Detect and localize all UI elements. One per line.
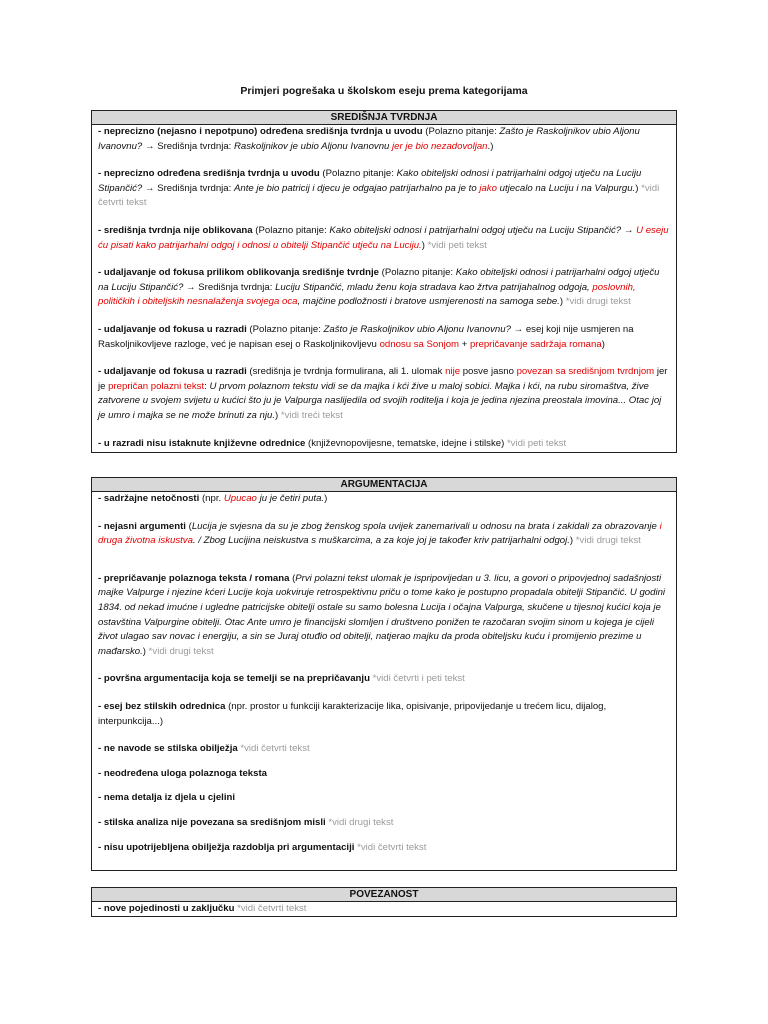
error-entry (98, 816, 670, 831)
reference-note: *vidi drugi tekst (148, 645, 214, 657)
section-sredisnja-tvrdnja (91, 110, 677, 453)
entry-text: (npr. (199, 493, 224, 504)
error-category: - nema detalja iz djela u cjelini (98, 792, 236, 804)
example-text: Luciju Stipančić, mladu ženu koja stradava kao žrtva patrijahalnog odgoja, (275, 281, 593, 293)
entry-text: ) (635, 182, 642, 194)
entry-text: → Središnja tvrdnja: (142, 182, 234, 194)
error-entry (98, 672, 670, 687)
entry-text: (Polazno pitanje: (246, 323, 324, 335)
example-text: Kako obiteljski odnosi i patrijarhalni odgoj utječu na Luciju Stipančić? (98, 168, 642, 194)
highlighted-error: Upucao (223, 493, 257, 504)
error-entry (98, 700, 670, 729)
entry-text: ( (185, 520, 192, 532)
example-text: U prvom polaznom tekstu vidi se da majka i kći žive u maloj sobici. Majka i kći, na rubu siromaštva, žive zatvorene u svojem svijetu u kućici što ju je Valpurga naslijedila od svojih roditelja i koja je jedina njezina preostala imovina... Otac joj je umro i majka se ne može brinuti za nju. (98, 380, 662, 421)
highlighted-error: poslovnih, političkih i obiteljskih nesnalaženja svojega oca (98, 281, 636, 308)
entry-text: (središnja je tvrdnja formulirana, ali 1. ulomak (246, 366, 446, 378)
example-text: utjecalo na Luciju i na Valpurgu. (496, 182, 636, 194)
highlighted-error: odnosu sa Sonjom (379, 338, 460, 350)
entry-text: ) (569, 535, 576, 547)
highlighted-error: nije (445, 366, 461, 378)
error-category: - udaljavanje od fokusa u razradi (98, 366, 247, 378)
entry-text: (Polazno pitanje: (422, 126, 500, 137)
error-entry (98, 791, 670, 806)
entry-text: posve jasno (460, 366, 517, 378)
section-header: POVEZANOST (92, 888, 676, 902)
example-text: Ante je bio patricij i djecu je odgajao patrijarhalno pa je to (233, 182, 480, 194)
error-entry (98, 742, 670, 757)
example-text: Zašto je Raskoljnikov ubio Aljonu Ivanovnu? (323, 323, 511, 335)
highlighted-error: povezan sa središnjom tvrdnjom (516, 366, 655, 378)
reference-note: *vidi peti tekst (506, 437, 567, 449)
error-entry (98, 125, 670, 154)
highlighted-error: prepričavanje sadržaja romana (469, 338, 602, 350)
reference-note: *vidi drugi tekst (575, 535, 641, 547)
entry-text: .) (487, 140, 494, 152)
entry-text: ) (275, 409, 281, 421)
error-category: - prepričavanje polaznoga teksta / romana (98, 572, 290, 584)
error-category: - središnja tvrdnja nije oblikovana (98, 224, 253, 236)
example-text: , majčine podložnosti i bratove usmjerenosti na samoga sebe. (297, 296, 560, 308)
highlighted-error: U eseju ću pisati kako patrijarhalni odgoj i odnosi u obitelji Stipančić utječu na Luciju. (98, 224, 669, 251)
error-category: - stilska analiza nije povezana sa središnjom misli (98, 816, 326, 828)
error-entry (98, 841, 670, 856)
reference-note: *vidi peti tekst (427, 239, 487, 251)
entry-text: → (621, 224, 637, 236)
reference-note: *vidi četvrti i peti tekst (372, 673, 465, 685)
section-argumentacija (91, 477, 677, 871)
section-povezanost (91, 887, 677, 917)
reference-note: *vidi četvrti tekst (237, 903, 307, 914)
entry-text: (Polazno pitanje: (319, 168, 397, 180)
error-category: - udaljavanje od fokusa u razradi (98, 323, 247, 335)
section-header: ARGUMENTACIJA (92, 478, 676, 492)
example-text: Lucija je svjesna da su je zbog ženskog spola uvijek zanemarivali u odnosu na brata i zakidali za obrazovanje (191, 520, 660, 532)
error-entry (98, 767, 670, 782)
example-text: Zašto je Raskoljnikov ubio Aljonu Ivanovnu? (98, 126, 640, 152)
section-header: SREDIŠNJA TVRDNJA (92, 111, 676, 125)
error-entry (98, 902, 670, 917)
reference-note: *vidi četvrti tekst (357, 841, 427, 853)
reference-note: *vidi drugi tekst (328, 816, 394, 828)
entry-text: ) (142, 645, 149, 657)
entry-text: (Polazno pitanje: (252, 224, 330, 236)
entry-text: → Središnja tvrdnja: (142, 140, 234, 152)
error-entry (98, 266, 670, 310)
error-entry (98, 167, 670, 211)
example-text: . / Zbog Lucijina neiskustva s muškarcima, a za koje joj je također kriv patrijarhalni odgoj. (192, 535, 570, 547)
highlighted-error: jako (479, 182, 497, 194)
document-title: Primjeri pogrešaka u školskom eseju prema kategorijama (240, 85, 528, 97)
entry-text: ) (559, 296, 566, 308)
reference-note: *vidi četvrti tekst (98, 182, 660, 209)
example-text: Kako obiteljski odnosi i patrijarhalni odgoj utječu na Luciju Stipančić? (98, 267, 660, 293)
entry-text: ) (324, 493, 328, 504)
reference-note: *vidi drugi tekst (565, 296, 631, 308)
error-category: - sadržajne netočnosti (98, 493, 200, 504)
example-text: Raskoljnikov je ubio Aljonu Ivanovnu (234, 140, 393, 152)
entry-text: ) (421, 239, 428, 251)
highlighted-error: i druga životna iskustva (98, 520, 662, 547)
entry-text: ) (601, 338, 605, 350)
error-category: - esej bez stilskih odrednica (98, 700, 226, 712)
reference-note: *vidi četvrti tekst (240, 743, 310, 755)
entry-text: → esej koji nije usmjeren na Raskoljnikovljeve razloge, već je napisan esej o Raskoljnikovljevu (98, 323, 634, 350)
example-text: Kako obiteljski odnosi i patrijarhalni odgoj utječu na Luciju Stipančić? (329, 224, 622, 236)
entry-text: ( (289, 572, 296, 584)
entry-text: (književnopovijesne, tematske, idejne i stilske) (305, 437, 507, 449)
example-text: ju je četiri puta. (256, 493, 325, 504)
entry-text: : (204, 380, 210, 392)
error-category: - površna argumentacija koja se temelji se na prepričavanju (98, 673, 370, 685)
highlighted-error: jer je bio nezadovoljan (392, 140, 488, 152)
error-entry (98, 492, 670, 507)
entry-text: (Polazno pitanje: (378, 267, 456, 279)
error-category: - nove pojedinosti u zaključku (98, 903, 235, 914)
entry-text: + (459, 338, 470, 350)
error-entry (98, 365, 670, 423)
error-entry (98, 323, 670, 352)
error-category: - neprecizno određena središnja tvrdnja u uvodu (98, 168, 320, 180)
error-category: - ne navode se stilska obilježja (98, 743, 238, 755)
error-entry (98, 520, 670, 549)
entry-text: (npr. prostor u funkciji karakterizacije lika, opisivanje, pripovijedanje u trećem licu, dijalog, interpunkcija...) (98, 700, 607, 727)
entry-text: jer je (98, 366, 668, 392)
error-category: - neodređena uloga polaznoga teksta (98, 767, 267, 779)
error-category: - nisu upotrijebljena obilježja razdoblja pri argumentaciji (98, 841, 355, 853)
error-entry (98, 224, 670, 253)
error-category: - udaljavanje od fokusa prilikom oblikovanja središnje tvrdnje (98, 267, 379, 279)
error-category: - neprecizno (nejasno i nepotpuno) određena središnja tvrdnja u uvodu (98, 126, 423, 137)
error-category: - u razradi nisu istaknute književne odrednice (98, 437, 306, 449)
error-category: - nejasni argumenti (98, 520, 186, 532)
error-entry (98, 572, 670, 660)
example-text: Prvi polazni tekst ulomak je ispripovijedan u 3. licu, a govori o pripovjednoj sadašnjosti majke Valpurge i njezine kćeri Lucije koja uokviruje retrospektivnu priču o tome kako je postupno propadala obitelji Stipančić. U godini 1834. od nekad imućne i ugledne patricijske obitelji ostale su samo bolesna Lucija i očajna Valpurga, skučene u tijesnoj kućici koja je ostavština Valpurgine obitelji. Otac Ante umro je financijski slomljen i društveno ponižen te razočaran svojim sinom u kojega je cijeli život ulagao sav novac i energiju, a sin se Juraj otuđio od obitelji, natjerao majku da proda obiteljsku kuću i promijenio prezime u mađarsko. (98, 572, 666, 657)
highlighted-error: prepričan polazni tekst (108, 380, 205, 392)
reference-note: *vidi treći tekst (280, 409, 343, 421)
error-entry (98, 437, 670, 452)
entry-text: → Središnja tvrdnja: (183, 281, 276, 293)
